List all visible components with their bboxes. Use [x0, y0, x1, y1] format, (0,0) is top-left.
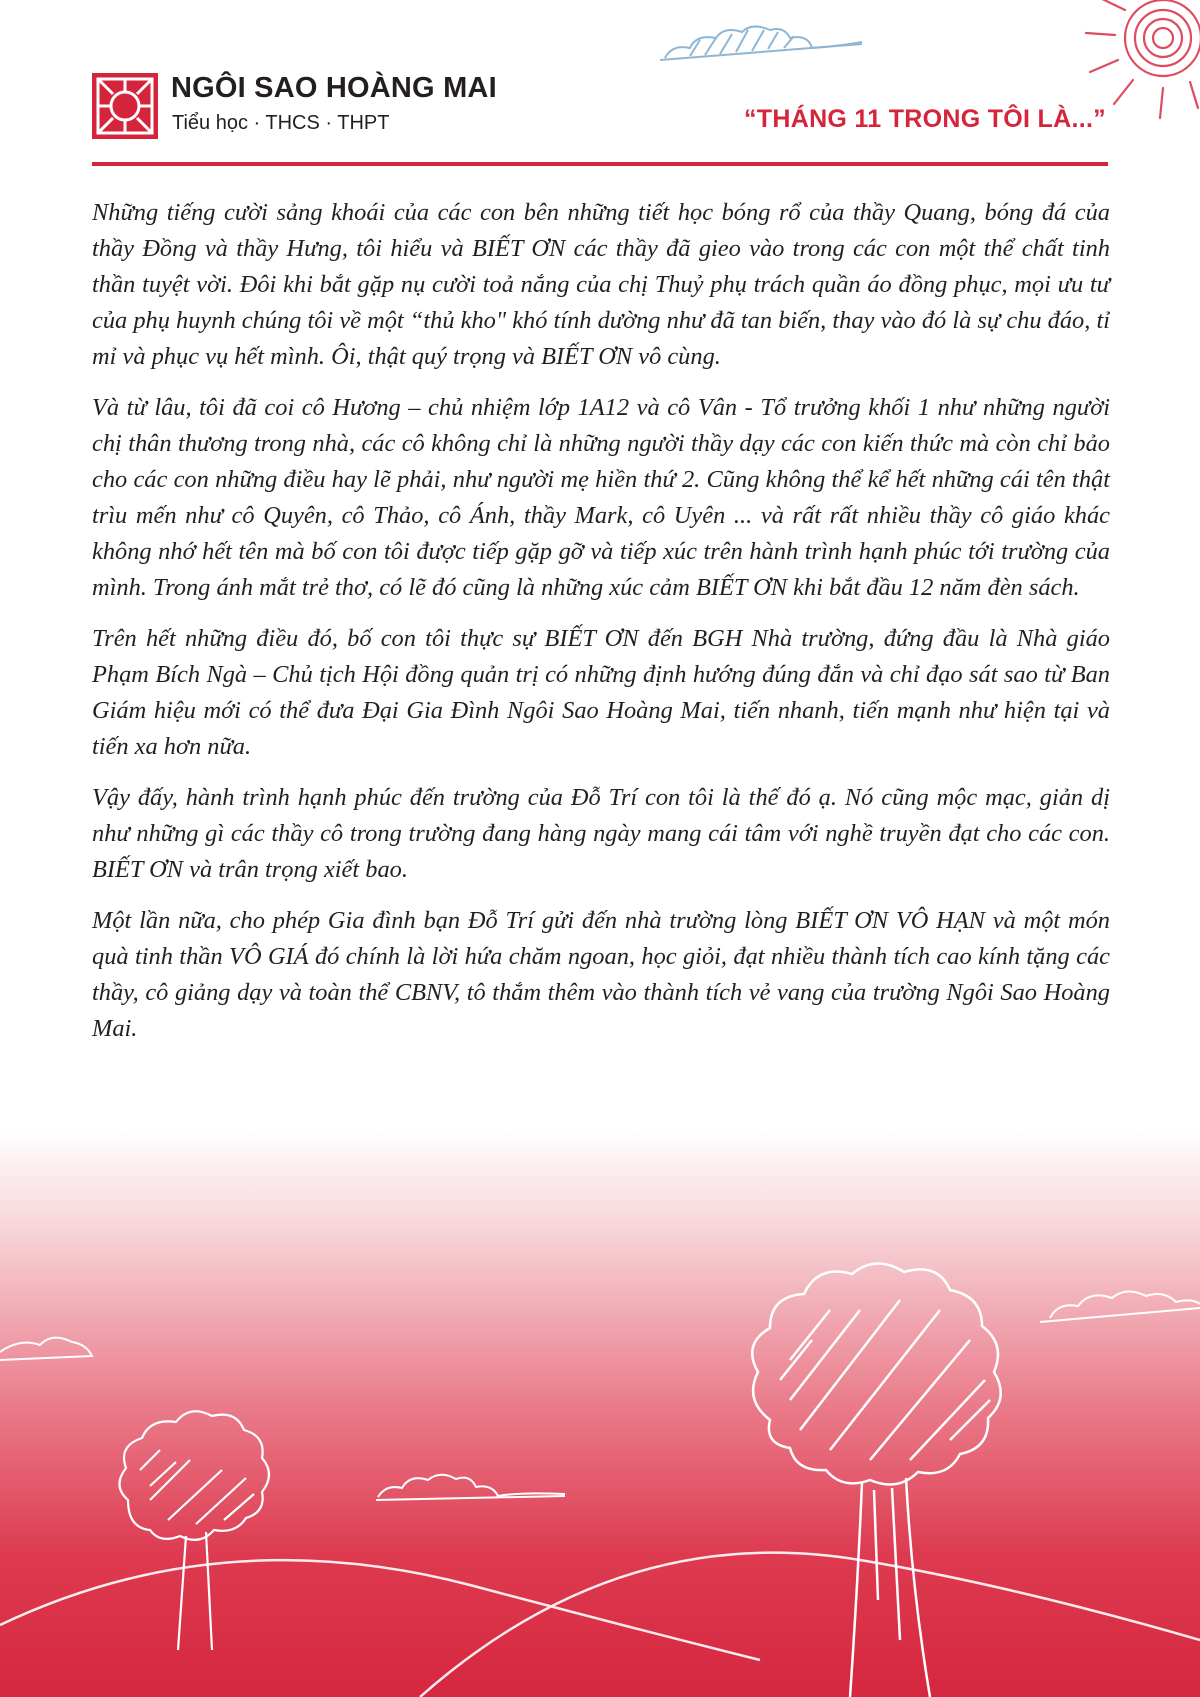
paragraph: Và từ lâu, tôi đã coi cô Hương – chủ nhiệm lớp 1A12 và cô Vân - Tổ trưởng khối 1 như những người chị thân thương trong nhà, các cô không chỉ là những người thầy dạy các con kiến thức mà còn chỉ bảo cho các con những điều hay lẽ phải, như người mẹ hiền thứ 2. Cũng không thể kể hết những cái tên thật trìu mến như cô Quyên, cô Thảo, cô Ánh, thầy Mark, cô Uyên ... và rất rất nhiều thầy cô giáo khác không nhớ hết tên mà bố con tôi được tiếp gặp gỡ và tiếp xúc trên hành trình hạnh phúc tới trường của mình. Trong ánh mắt trẻ thơ, có lẽ đó cũng là những xúc cảm BIẾT ƠN khi bắt đầu 12 năm đèn sách. — [92, 394, 1110, 601]
letter-body — [92, 195, 1110, 1062]
paragraph: Trên hết những điều đó, bố con tôi thực sự BIẾT ƠN đến BGH Nhà trường, đứng đầu là Nhà giáo Phạm Bích Ngà – Chủ tịch Hội đồng quản trị có những định hướng đúng đắn và chỉ đạo sát sao từ Ban Giám hiệu mới có thể đưa Đại Gia Đình Ngôi Sao Hoàng Mai, tiến nhanh, tiến mạnh như hiện tại và tiến xa hơn nữa. — [92, 625, 1110, 760]
tree-icon — [119, 1411, 269, 1650]
brand-levels: Tiểu học · THCS · THPT — [172, 112, 390, 134]
brand-name: NGÔI SAO HOÀNG MAI — [171, 72, 497, 104]
paragraph: Một lần nữa, cho phép Gia đình bạn Đỗ Trí gửi đến nhà trường lòng BIẾT ƠN VÔ HẠN và một món quà tinh thần VÔ GIÁ đó chính là lời hứa chăm ngoan, học giỏi, đạt nhiều thành tích cao kính tặng các thầy, cô giảng dạy và toàn thể CBNV, tô thắm thêm vào thành tích vẻ vang của trường Ngôi Sao Hoàng Mai. — [92, 907, 1110, 1042]
tree-icon — [752, 1263, 1001, 1697]
header-quote-title: “THÁNG 11 TRONG TÔI LÀ...” — [744, 105, 1106, 133]
cloud-icon — [1040, 1291, 1200, 1322]
header-divider — [92, 162, 1108, 166]
cloud-icon — [376, 1475, 565, 1500]
cloud-icon — [660, 26, 862, 60]
cloud-icon — [0, 1338, 92, 1360]
paragraph: Vậy đấy, hành trình hạnh phúc đến trường của Đỗ Trí con tôi là thế đó ạ. Nó cũng mộc mạc, giản dị như những gì các thầy cô trong trường đang hàng ngày mang cái tâm với nghề truyền đạt cho các con. BIẾT ƠN và trân trọng xiết bao. — [92, 784, 1110, 883]
school-logo-icon — [92, 73, 158, 139]
paragraph: Những tiếng cười sảng khoái của các con bên những tiết học bóng rổ của thầy Quang, bóng đá của thầy Đồng và thầy Hưng, tôi hiểu và BIẾT ƠN các thầy đã gieo vào trong các con một thể chất tinh thần tuyệt vời. Đôi khi bắt gặp nụ cười toả nắng của chị Thuỷ phụ trách quần áo đồng phục, mọi ưu tư của phụ huynh chúng tôi về một “thủ kho" khó tính dường như đã tan biến, thay vào đó là sự chu đáo, tỉ mỉ và phục vụ hết mình. Ôi, thật quý trọng và BIẾT ƠN vô cùng. — [92, 199, 1110, 370]
sun-icon — [1086, 0, 1200, 118]
